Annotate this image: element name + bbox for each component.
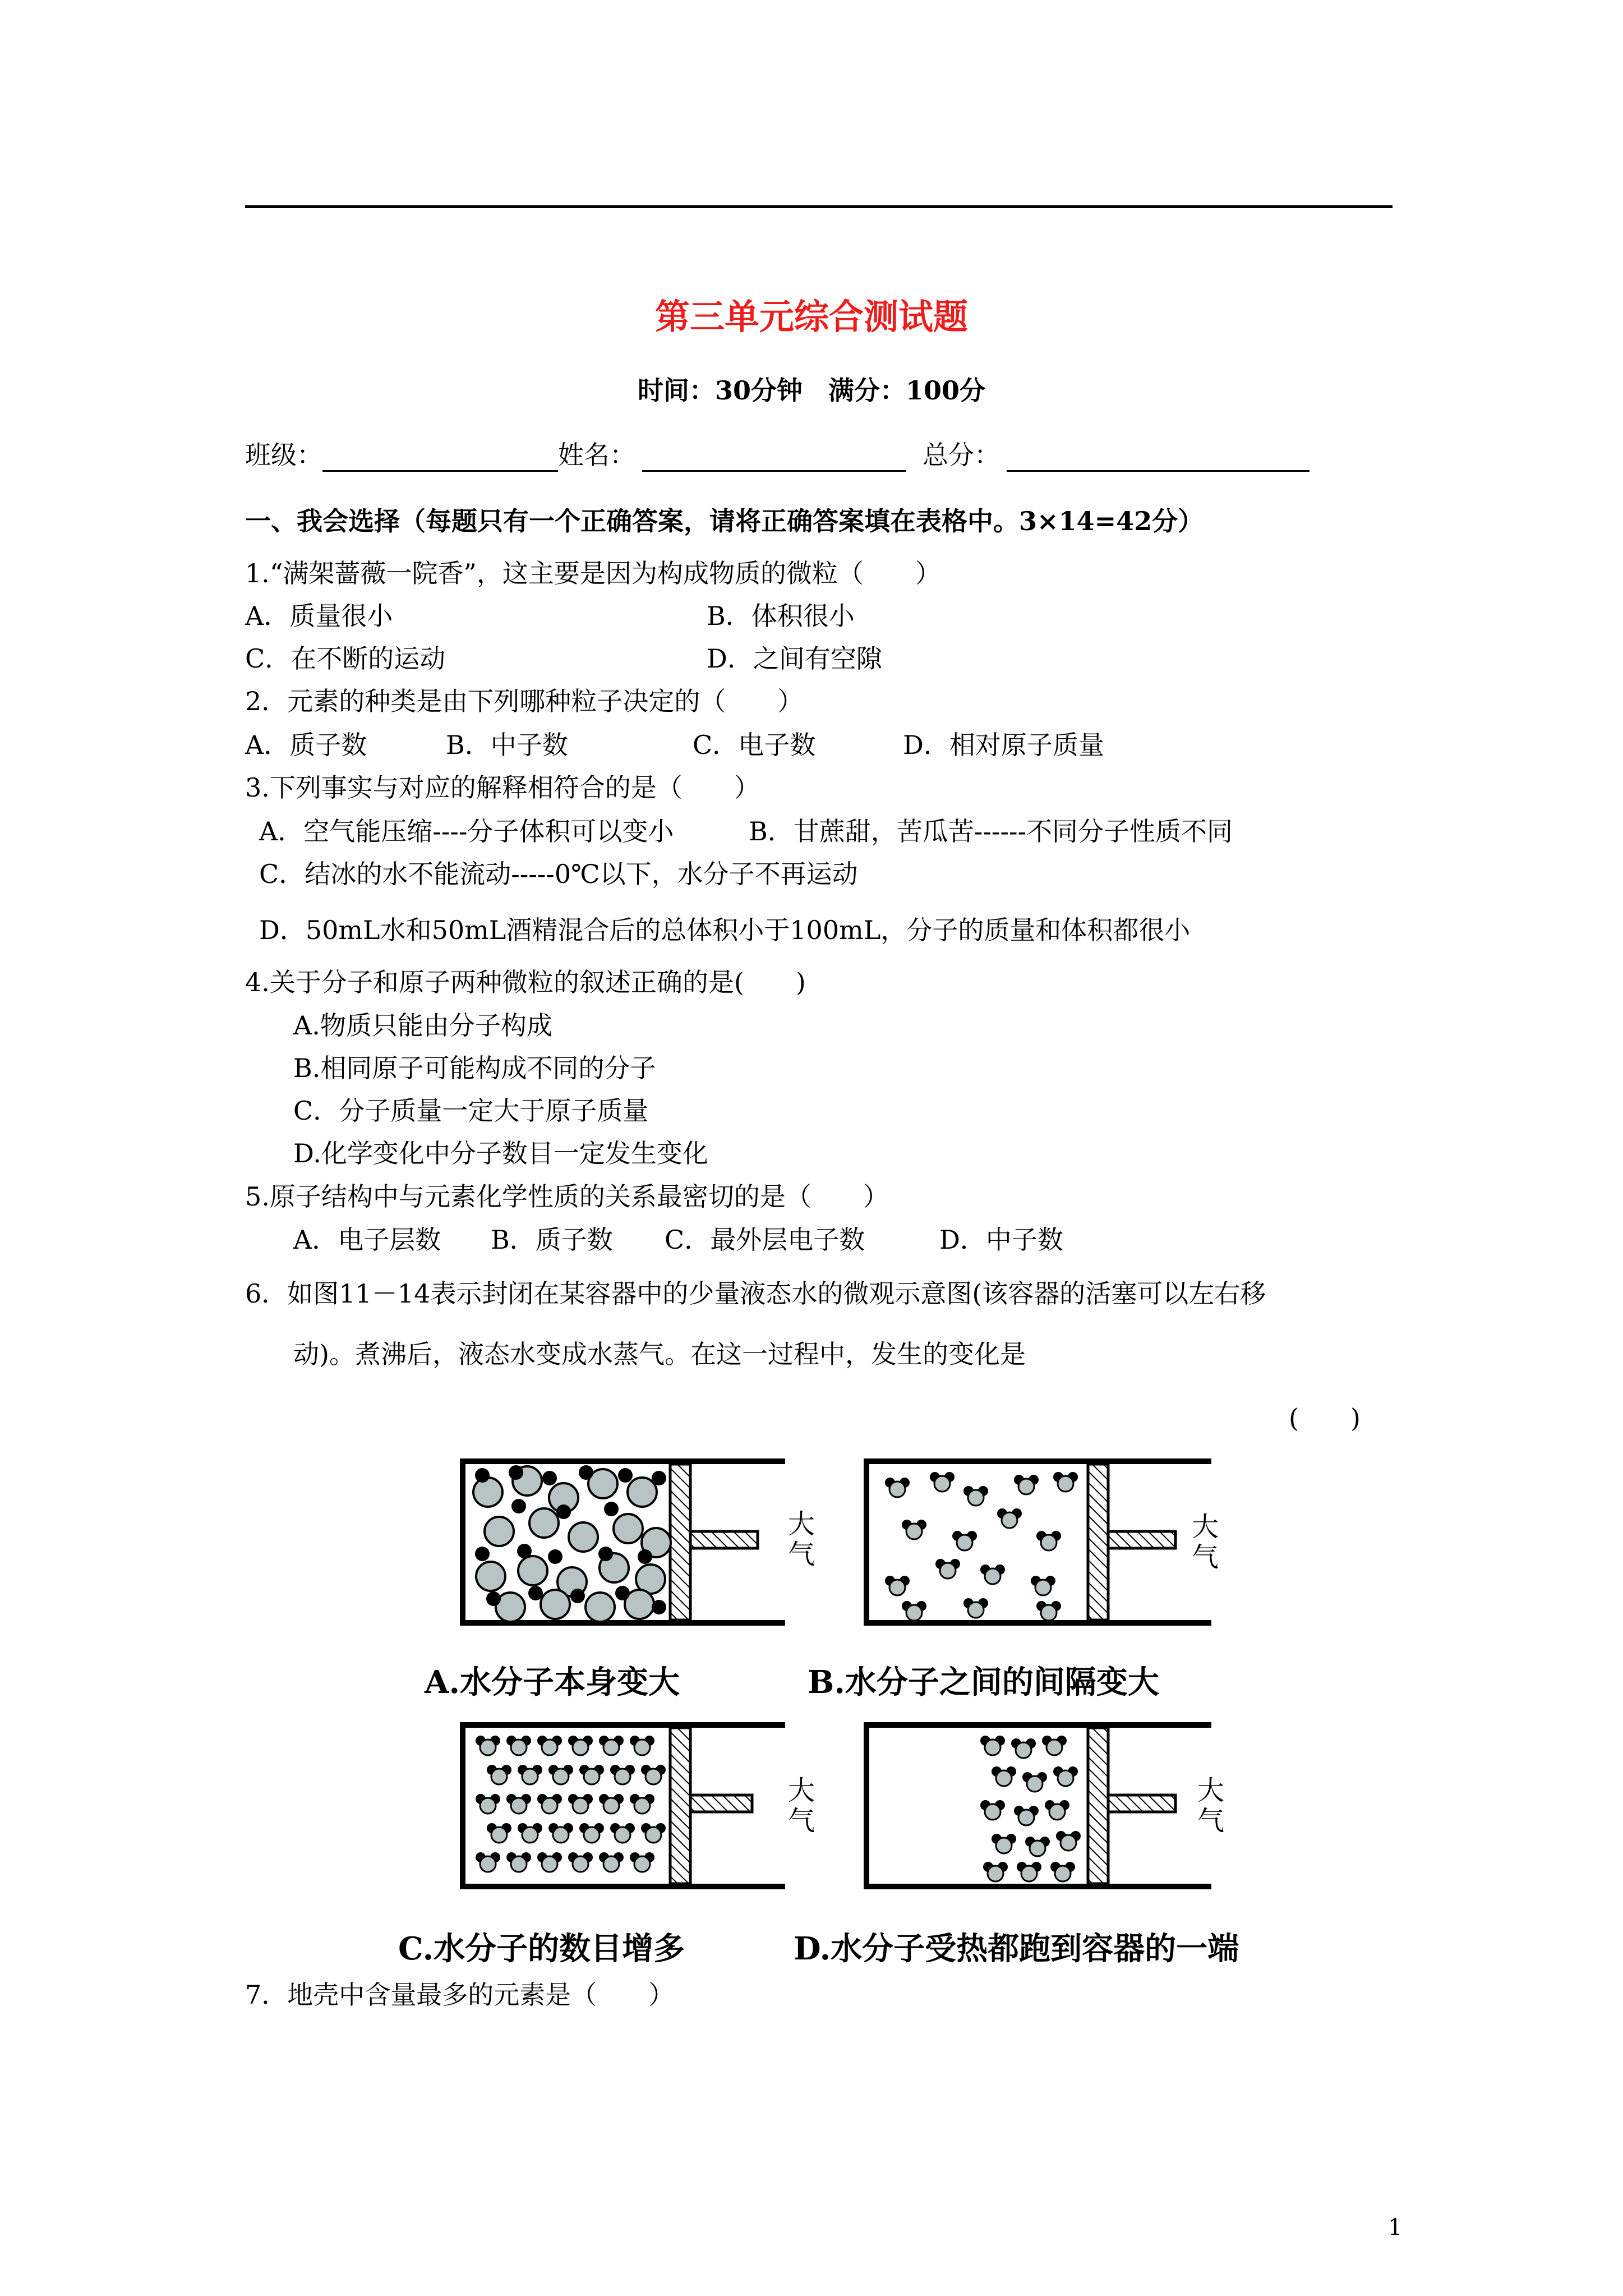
water-molecule bbox=[1045, 1800, 1069, 1820]
page-number: 1 bbox=[1388, 2215, 1403, 2240]
atmosphere-label-b: 大 气 bbox=[1192, 1511, 1219, 1573]
water-molecule bbox=[599, 1794, 624, 1814]
water-molecule bbox=[963, 1598, 988, 1618]
water-molecule bbox=[506, 1852, 531, 1872]
container-diagram-c bbox=[460, 1722, 808, 1902]
question-4-stem: 4.关于分子和原子两种微粒的叙述正确的是( ) bbox=[245, 967, 806, 997]
page-subtitle: 时间：30分钟 满分：100分 bbox=[637, 375, 986, 406]
container-bottom-wall bbox=[460, 1884, 785, 1889]
question-1-option-c: C．在不断的运动 bbox=[245, 643, 446, 674]
large-gray-atom bbox=[614, 1514, 643, 1543]
question-3-option-d: D．50mL水和50mL酒精混合后的总体积小于100mL，分子的质量和体积都很小 bbox=[259, 915, 1191, 945]
water-molecule bbox=[537, 1794, 562, 1814]
question-1-option-b: B．体积很小 bbox=[707, 601, 855, 631]
section-heading: 一、我会选择（每题只有一个正确答案，请将正确答案填在表格中。3×14=42分） bbox=[245, 506, 1204, 536]
question-7-stem: 7．地壳中含量最多的元素是（ ） bbox=[245, 1980, 675, 2010]
question-2-stem: 2．元素的种类是由下列哪种粒子决定的（ ） bbox=[245, 686, 804, 716]
large-gray-atom bbox=[473, 1478, 502, 1507]
water-molecule bbox=[610, 1765, 635, 1784]
water-molecule bbox=[599, 1736, 624, 1755]
score-field[interactable] bbox=[1007, 445, 1310, 472]
container-left-wall bbox=[460, 1458, 465, 1626]
container-top-wall bbox=[460, 1458, 785, 1464]
small-black-atom bbox=[615, 1586, 630, 1600]
piston bbox=[670, 1464, 690, 1620]
water-molecule bbox=[518, 1823, 542, 1843]
small-black-atom bbox=[548, 1549, 562, 1564]
water-molecule bbox=[902, 1520, 926, 1539]
water-molecule bbox=[1014, 1806, 1039, 1825]
question-5-option-b: B．质子数 bbox=[491, 1225, 613, 1255]
small-black-atom bbox=[486, 1591, 501, 1606]
container-left-wall bbox=[864, 1722, 869, 1889]
container-top-wall bbox=[460, 1722, 785, 1728]
water-molecule bbox=[1011, 1738, 1036, 1758]
container-top-wall bbox=[864, 1722, 1211, 1728]
water-molecule bbox=[537, 1736, 562, 1755]
piston-rod bbox=[690, 1795, 752, 1812]
piston bbox=[670, 1728, 690, 1884]
water-molecule bbox=[1017, 1862, 1041, 1881]
page-title: 第三单元综合测试题 bbox=[654, 296, 968, 337]
piston-rod bbox=[1108, 1795, 1175, 1812]
small-black-atom bbox=[475, 1547, 490, 1561]
water-molecule bbox=[1031, 1576, 1055, 1595]
question-5-option-c: C．最外层电子数 bbox=[665, 1225, 865, 1255]
container-top-wall bbox=[864, 1458, 1211, 1464]
water-molecule bbox=[1014, 1475, 1039, 1494]
large-gray-atom bbox=[485, 1517, 514, 1546]
container-diagram-d bbox=[864, 1722, 1234, 1902]
water-molecule bbox=[963, 1486, 988, 1506]
water-molecule bbox=[548, 1823, 573, 1843]
water-molecule bbox=[885, 1478, 910, 1497]
question-2-option-d: D．相对原子质量 bbox=[903, 730, 1104, 760]
header-rule bbox=[245, 205, 1393, 208]
score-label: 总分： bbox=[923, 440, 1000, 470]
container-bottom-wall bbox=[864, 1884, 1211, 1889]
caption-d: D.水分子受热都跑到容器的一端 bbox=[794, 1930, 1239, 1967]
class-field[interactable] bbox=[322, 445, 558, 472]
water-molecule bbox=[980, 1800, 1005, 1820]
water-molecule bbox=[980, 1565, 1005, 1584]
water-molecule bbox=[630, 1736, 654, 1755]
small-black-atom bbox=[604, 1502, 619, 1516]
question-3-option-c: C．结冰的水不能流动-----0℃以下，水分子不再运动 bbox=[259, 859, 858, 889]
water-molecule bbox=[487, 1823, 511, 1843]
atmosphere-label-c: 大 气 bbox=[788, 1775, 815, 1837]
container-diagram-a bbox=[460, 1458, 808, 1638]
piston bbox=[1088, 1728, 1108, 1884]
water-molecule bbox=[476, 1852, 500, 1872]
water-molecule bbox=[568, 1736, 593, 1755]
water-molecule bbox=[980, 1736, 1005, 1755]
piston bbox=[1088, 1464, 1108, 1620]
water-molecule bbox=[548, 1765, 573, 1784]
water-molecule bbox=[641, 1765, 666, 1784]
large-gray-atom bbox=[541, 1590, 570, 1619]
water-molecule bbox=[992, 1834, 1016, 1853]
water-molecule bbox=[1042, 1736, 1067, 1755]
water-molecule bbox=[997, 1508, 1022, 1528]
piston-rod bbox=[690, 1531, 758, 1548]
question-4-option-b: B.相同原子可能构成不同的分子 bbox=[293, 1053, 656, 1083]
water-molecule bbox=[983, 1862, 1008, 1881]
small-black-atom bbox=[652, 1471, 666, 1485]
small-black-atom bbox=[542, 1471, 557, 1485]
water-molecule bbox=[630, 1852, 654, 1872]
water-molecule bbox=[885, 1576, 910, 1595]
question-5-option-d: D．中子数 bbox=[939, 1225, 1063, 1255]
water-molecule bbox=[1053, 1766, 1078, 1786]
container-diagram-b bbox=[864, 1458, 1234, 1638]
water-molecule bbox=[610, 1823, 635, 1843]
caption-b: B.水分子之间的间隔变大 bbox=[808, 1664, 1159, 1701]
question-4-option-c: C．分子质量一定大于原子质量 bbox=[293, 1096, 649, 1126]
small-black-atom bbox=[511, 1499, 526, 1513]
question-1-option-a: A．质量很小 bbox=[245, 601, 393, 631]
small-black-atom bbox=[556, 1504, 571, 1519]
small-black-atom bbox=[618, 1468, 633, 1483]
water-molecule bbox=[579, 1823, 604, 1843]
water-molecule bbox=[952, 1531, 977, 1550]
small-black-atom bbox=[517, 1544, 532, 1558]
question-5-stem: 5.原子结构中与元素化学性质的关系最密切的是（ ） bbox=[245, 1181, 889, 1212]
piston-rod bbox=[1108, 1531, 1175, 1548]
small-black-atom bbox=[570, 1589, 585, 1603]
question-6-answer-bracket: ( ) bbox=[1289, 1403, 1361, 1433]
small-black-atom bbox=[598, 1547, 613, 1561]
info-line bbox=[245, 435, 1310, 472]
water-molecule bbox=[476, 1736, 500, 1755]
atmosphere-label-d: 大 气 bbox=[1197, 1775, 1225, 1837]
large-gray-atom bbox=[628, 1478, 657, 1507]
water-molecule bbox=[506, 1736, 531, 1755]
water-molecule bbox=[599, 1852, 624, 1872]
water-molecule bbox=[1050, 1862, 1075, 1881]
question-4-option-d: D.化学变化中分子数目一定发生变化 bbox=[293, 1138, 708, 1168]
water-molecule bbox=[506, 1794, 531, 1814]
question-1-stem: 1.“满架蔷薇一院香”，这主要是因为构成物质的微粒（ ） bbox=[245, 558, 941, 588]
water-molecule bbox=[487, 1765, 511, 1784]
water-molecule bbox=[1056, 1831, 1081, 1851]
water-molecule bbox=[1025, 1837, 1050, 1856]
large-gray-atom bbox=[569, 1522, 598, 1552]
water-molecule bbox=[568, 1794, 593, 1814]
water-molecule bbox=[1036, 1601, 1061, 1621]
container-left-wall bbox=[864, 1458, 869, 1626]
class-label: 班级： bbox=[245, 440, 322, 470]
water-molecule bbox=[1022, 1772, 1047, 1792]
question-3-option-a: A．空气能压缩----分子体积可以变小 bbox=[259, 816, 674, 846]
question-2-option-a: A．质子数 bbox=[245, 730, 367, 760]
question-6-line-1: 6．如图11－14表示封闭在某容器中的少量液态水的微观示意图(该容器的活塞可以左右移 bbox=[245, 1278, 1266, 1309]
large-gray-atom bbox=[518, 1556, 547, 1585]
small-black-atom bbox=[509, 1465, 523, 1480]
question-3-stem: 3.下列事实与对应的解释相符合的是（ ） bbox=[245, 772, 760, 803]
water-molecule bbox=[630, 1794, 654, 1814]
small-black-atom bbox=[528, 1586, 543, 1600]
water-molecule bbox=[518, 1765, 542, 1784]
water-molecule bbox=[1053, 1472, 1078, 1492]
water-molecule bbox=[1036, 1531, 1061, 1550]
name-field[interactable] bbox=[642, 445, 906, 472]
water-molecule bbox=[641, 1823, 666, 1843]
atmosphere-label-a: 大 气 bbox=[788, 1508, 815, 1570]
caption-c: C.水分子的数目增多 bbox=[398, 1930, 685, 1967]
water-molecule bbox=[902, 1601, 926, 1621]
question-3-option-b: B．甘蔗甜，苦瓜苦------不同分子性质不同 bbox=[749, 816, 1233, 846]
question-5-option-a: A．电子层数 bbox=[293, 1225, 441, 1255]
large-gray-atom bbox=[476, 1562, 505, 1591]
question-2-option-b: B．中子数 bbox=[446, 730, 568, 760]
water-molecule bbox=[476, 1794, 500, 1814]
question-1-option-d: D．之间有空隙 bbox=[707, 643, 882, 674]
small-black-atom bbox=[475, 1468, 490, 1483]
small-black-atom bbox=[579, 1465, 593, 1480]
container-left-wall bbox=[460, 1722, 465, 1889]
water-molecule bbox=[579, 1765, 604, 1784]
name-label: 姓名： bbox=[558, 440, 635, 470]
small-black-atom bbox=[652, 1600, 666, 1614]
question-4-option-a: A.物质只能由分子构成 bbox=[293, 1010, 552, 1041]
water-molecule bbox=[568, 1852, 593, 1872]
caption-a: A.水分子本身变大 bbox=[425, 1664, 680, 1701]
small-black-atom bbox=[638, 1549, 652, 1564]
large-gray-atom bbox=[585, 1593, 615, 1622]
water-molecule bbox=[935, 1559, 960, 1579]
water-molecule bbox=[537, 1852, 562, 1872]
water-molecule bbox=[930, 1472, 955, 1492]
question-2-option-c: C．电子数 bbox=[693, 730, 816, 760]
question-6-line-2: 动)。煮沸后，液态水变成水蒸气。在这一过程中，发生的变化是 bbox=[293, 1339, 1026, 1369]
water-molecule bbox=[992, 1766, 1016, 1786]
large-gray-atom bbox=[529, 1508, 559, 1538]
